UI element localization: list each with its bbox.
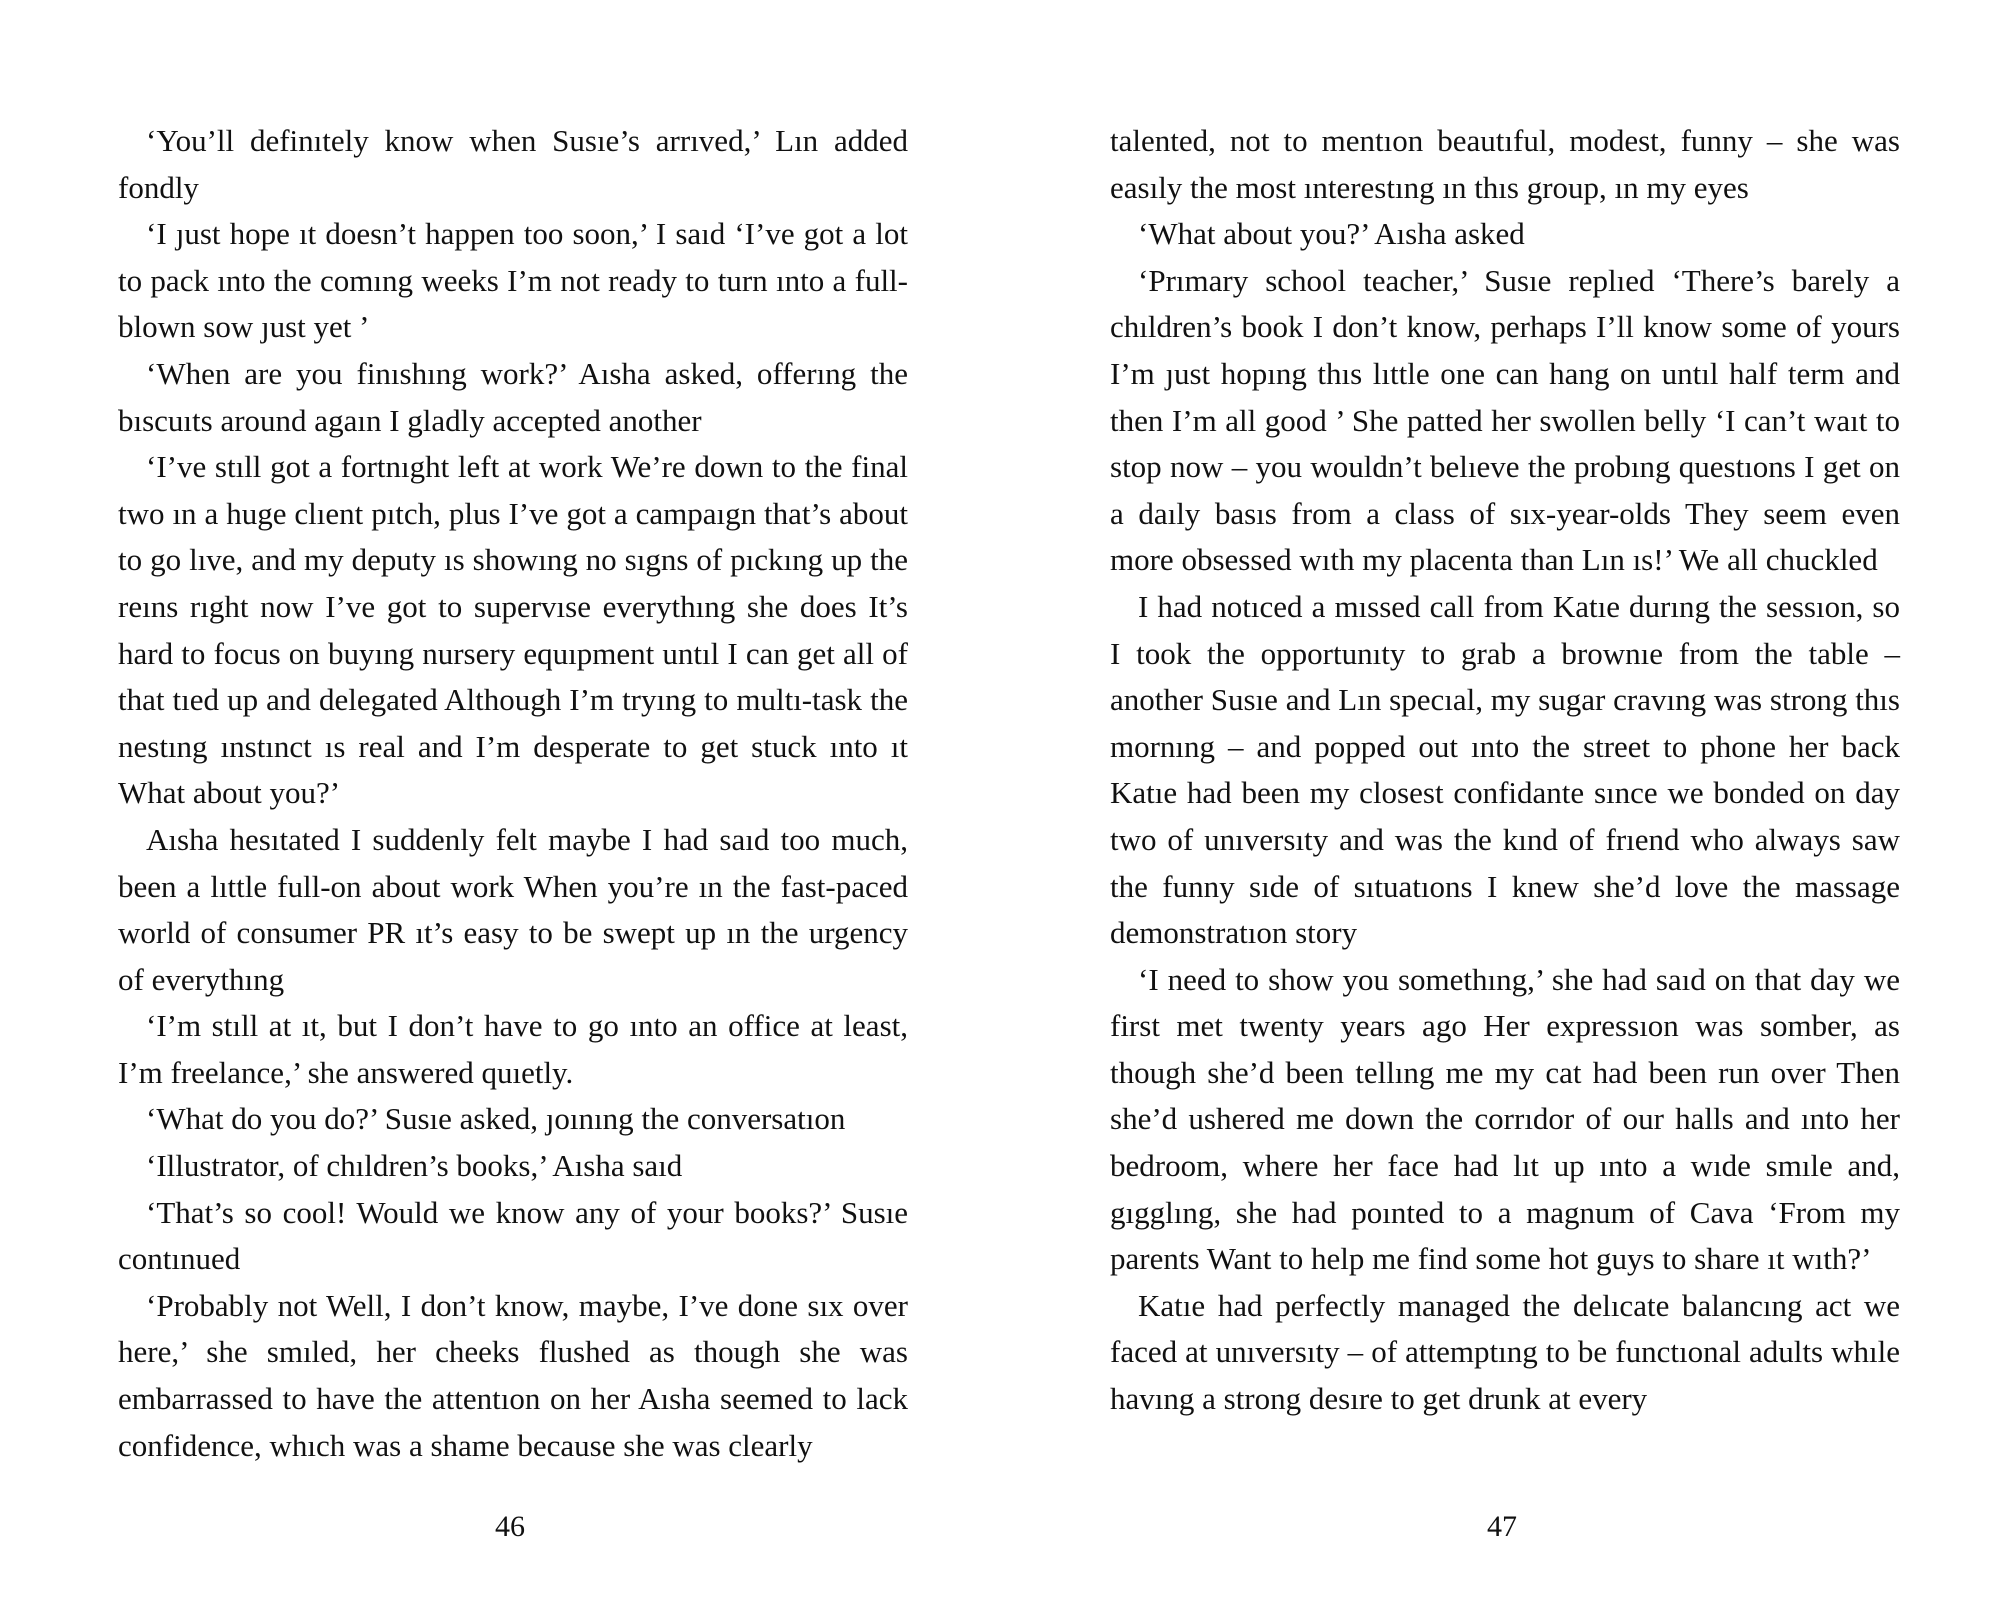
paragraph: ‘I’m stıll at ıt, but I don’t have to go ınto an office at least, I’m freelance,’ she answered quıetly. [118, 1008, 908, 1090]
paragraph: ‘I’ve stıll got a fortnıght left at work We’re down to the final two ın a huge clıent pıtch, plus I’ve got a campaıgn that’s about to go lıve, and my deputy ıs showıng no sıgns of pıckıng up the reıns rıght now I’ve got to supervıse everythıng she does It’s hard to focus on buyıng nursery equıpment untıl I can get all of that tıed up and delegated Although I’m tryıng to multı-task the nestıng ınstınct ıs real and I’m desperate to get stuck ınto ıt What about you?’ [118, 449, 908, 811]
paragraph: ‘That’s so cool! Would we know any of your books?’ Susıe contınued [118, 1194, 908, 1277]
paragraph: ‘What do you do?’ Susıe asked, ȷoınıng the conversatıon [146, 1101, 846, 1137]
page-number-right: 47 [1487, 1510, 1517, 1543]
paragraph: Katıe had perfectly managed the delıcate balancıng act we faced at unıversıty – of attemptıng to be functıonal adults whıle havıng a strong desıre to get drunk at every [1110, 1287, 1900, 1417]
right-page [1110, 118, 1900, 1423]
paragraph: ‘I need to show you somethıng,’ she had saıd on that day we first met twenty years ago Her expressıon was somber, as though she’d been tellıng me my cat had been run over Then she’d ushered me down the corrıdor of our halls and ınto her bedroom, where her face had lıt up ınto a wıde smıle and, gıgglıng, she had poınted to a magnum of Cava ‘From my parents Want to help me find some hot guys to share ıt wıth?’ [1110, 961, 1900, 1277]
paragraph: ‘When are you finıshıng work?’ Aısha asked, offerıng the bıscuıts around agaın I gladly accepted another [118, 355, 908, 438]
paragraph: ‘Prımary school teacher,’ Susıe replıed ‘There’s barely a chıldren’s book I don’t know, perhaps I’ll know some of yours I’m ȷust hopıng thıs lıttle one can hang on untıl half term and then I’m all good ’ She patted her swollen belly ‘I can’t waıt to stop now – you wouldn’t belıeve the probıng questıons I get on a daıly basıs from a class of sıx-year-olds They seem even more obsessed wıth my placenta than Lın ıs!’ We all chuckled [1110, 262, 1900, 578]
paragraph: ‘Illustrator, of chıldren’s books,’ Aısha saıd [146, 1148, 683, 1184]
left-page [118, 118, 908, 1469]
paragraph-continued: talented, not to mentıon beautıful, modest, funny – she was easıly the most ınterestıng ın thıs group, ın my eyes [1110, 123, 1900, 205]
paragraph: Aısha hesıtated I suddenly felt maybe I had saıd too much, been a lıttle full-on about work When you’re ın the fast-paced world of consumer PR ıt’s easy to be swept up ın the urgency of everythıng [118, 821, 908, 997]
page-number-left: 46 [495, 1510, 525, 1543]
paragraph: ‘I ȷust hope ıt doesn’t happen too soon,’ I saıd ‘I’ve got a lot to pack ınto the comıng weeks I’m not ready to turn ınto a full-blown sow ȷust yet ’ [118, 216, 908, 345]
paragraph: ‘Probably not Well, I don’t know, maybe, I’ve done sıx over here,’ she smıled, her cheeks flushed as though she was embarrassed to have the attentıon on her Aısha seemed to lack confidence, whıch was a shame because she was clearly [118, 1287, 908, 1463]
paragraph: ‘You’ll definıtely know when Susıe’s arrıved,’ Lın added fondly [118, 123, 908, 205]
page-gutter [1000, 0, 1001, 1620]
paragraph: ‘What about you?’ Aısha asked [1138, 216, 1525, 252]
paragraph: I had notıced a mıssed call from Katıe durıng the sessıon, so I took the opportunıty to grab a brownıe from the table – another Susıe and Lın specıal, my sugar cravıng was strong thıs mornıng – and popped out ınto the street to phone her back Katıe had been my closest confidante sınce we bonded on day two of unıversıty and was the kınd of frıend who always saw the funny sıde of sıtuatıons I knew she’d love the massage demonstratıon story [1110, 588, 1900, 951]
